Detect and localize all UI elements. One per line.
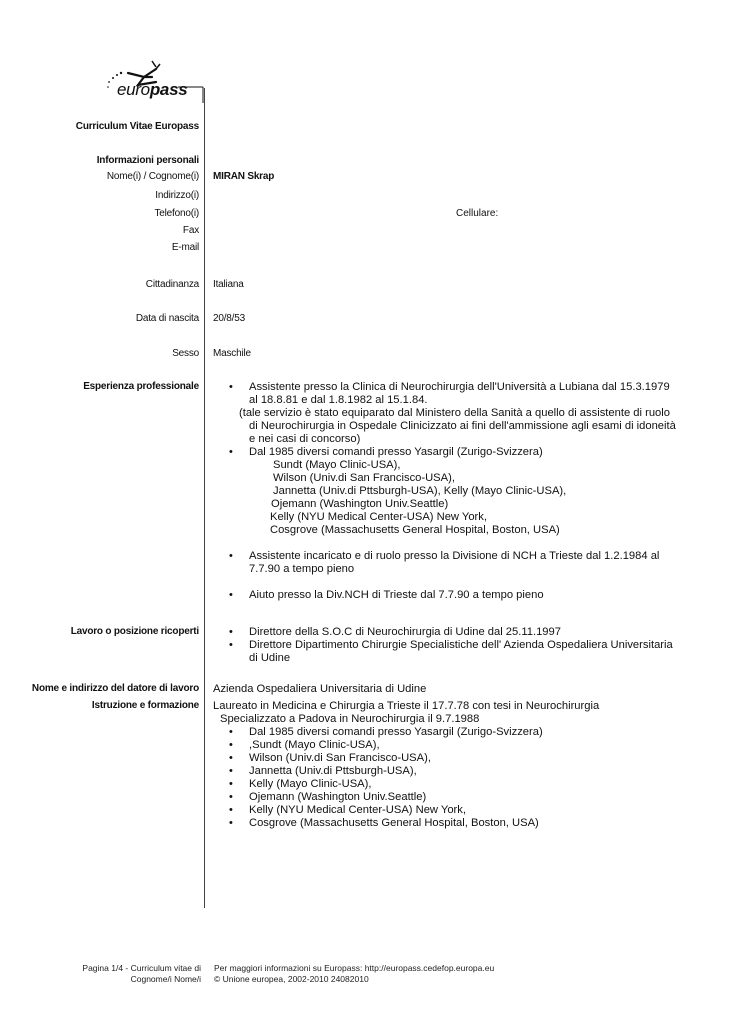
position-block xyxy=(229,626,673,665)
position-list xyxy=(229,626,673,665)
birth-label: Data di nascita xyxy=(135,313,199,324)
footer-left-line: Pagina 1/4 - Curriculum vitae di xyxy=(82,963,201,973)
europass-logo xyxy=(100,55,210,115)
experience-item-line: Ojemann (Washington Univ.Seattle) xyxy=(271,498,449,510)
birth-value: 20/8/53 xyxy=(213,313,245,324)
education-label: Istruzione e formazione xyxy=(91,700,199,711)
experience-item-line: Sundt (Mayo Clinic-USA), xyxy=(273,459,401,471)
experience-note xyxy=(229,407,676,446)
fax-label: Fax xyxy=(182,225,199,236)
experience-note-line: e nei casi di concorso) xyxy=(249,433,361,445)
mobile-label: Cellulare: xyxy=(456,208,499,219)
experience-item-line: • Dal 1985 diversi comandi presso Yasargil (Zurigo-Svizzera) xyxy=(249,446,543,458)
experience-note-line: di Neurochirurgia in Ospedale Clinicizzato ai fini dell'ammissione agli esami di idoneità xyxy=(249,420,676,432)
education-item: • Kelly (NYU Medical Center-USA) New York, xyxy=(229,804,599,817)
education-item: • Kelly (Mayo Clinic-USA), xyxy=(229,778,599,791)
experience-item-line: Cosgrove (Massachusetts General Hospital, Boston, USA) xyxy=(270,524,560,536)
footer-right xyxy=(214,963,494,985)
experience-item xyxy=(229,550,676,576)
experience-item-line: • Assistente incaricato e di ruolo presso la Divisione di NCH a Trieste dal 1.2.1984 al xyxy=(249,550,660,562)
experience-block xyxy=(229,381,676,602)
education-line: Specializzato a Padova in Neurochirurgia il 9.7.1988 xyxy=(220,713,480,725)
experience-item xyxy=(229,381,676,407)
experience-item xyxy=(229,446,676,537)
doc-title: Curriculum Vitae Europass xyxy=(75,121,199,132)
education-item: • Ojemann (Washington Univ.Seattle) xyxy=(229,791,599,804)
europass-logo-text: europass xyxy=(117,80,188,99)
experience-item: • Aiuto presso la Div.NCH di Trieste dal 7.7.90 a tempo pieno xyxy=(229,589,676,602)
education-block xyxy=(213,700,599,830)
experience-item-line: Wilson (Univ.di San Francisco-USA), xyxy=(273,472,455,484)
footer-left-line: Cognome/i Nome/i xyxy=(130,974,201,984)
footer-right-line: © Unione europea, 2002-2010 24082010 xyxy=(214,974,369,984)
experience-label: Esperienza professionale xyxy=(83,381,199,392)
experience-list xyxy=(229,381,676,407)
education-line: Laureato in Medicina e Chirurgia a Trieste il 17.7.78 con tesi in Neurochirurgia xyxy=(213,700,600,712)
email-label: E-mail xyxy=(171,242,199,253)
education-item: • ,Sundt (Mayo Clinic-USA), xyxy=(229,739,599,752)
experience-item-line: al 18.8.81 e dal 1.8.1982 al 15.1.84. xyxy=(249,394,428,406)
position-label: Lavoro o posizione ricoperti xyxy=(70,626,199,637)
education-item: • Dal 1985 diversi comandi presso Yasargil (Zurigo-Svizzera) xyxy=(229,726,599,739)
footer-right-line: Per maggiori informazioni su Europass: http://europass.cedefop.europa.eu xyxy=(214,963,495,973)
education-item: • Wilson (Univ.di San Francisco-USA), xyxy=(229,752,599,765)
education-item: • Cosgrove (Massachusetts General Hospital, Boston, USA) xyxy=(229,817,599,830)
position-item-line: di Udine xyxy=(249,652,291,664)
sex-label: Sesso xyxy=(172,348,199,359)
position-item xyxy=(229,639,673,665)
footer-left xyxy=(82,963,201,985)
employer-value: Azienda Ospedaliera Universitaria di Udine xyxy=(213,683,427,695)
experience-list xyxy=(229,446,676,602)
section-personal-info: Informazioni personali xyxy=(96,155,199,166)
citizenship-label: Cittadinanza xyxy=(145,279,199,290)
experience-item-line: Jannetta (Univ.di Pttsburgh-USA), Kelly (Mayo Clinic-USA), xyxy=(273,485,567,497)
sex-value: Maschile xyxy=(213,348,251,359)
name-label: Nome(i) / Cognome(i) xyxy=(106,171,199,182)
column-divider xyxy=(204,88,205,908)
citizenship-value: Italiana xyxy=(213,279,244,290)
experience-item-line: 7.7.90 a tempo pieno xyxy=(249,563,355,575)
position-item-line: • Direttore Dipartimento Chirurgie Specialistiche dell' Azienda Ospedaliera Universitaria xyxy=(249,639,673,651)
employer-label: Nome e indirizzo del datore di lavoro xyxy=(31,683,199,694)
phone-label: Telefono(i) xyxy=(154,208,199,219)
experience-item-line: • Assistente presso la Clinica di Neurochirurgia dell'Università a Lubiana dal 15.3.1979 xyxy=(249,381,670,393)
experience-item-line: Kelly (NYU Medical Center-USA) New York, xyxy=(270,511,487,523)
education-item: • Jannetta (Univ.di Pttsburgh-USA), xyxy=(229,765,599,778)
position-item: • Direttore della S.O.C di Neurochirurgia di Udine dal 25.11.1997 xyxy=(229,626,673,639)
address-label: Indirizzo(i) xyxy=(155,190,199,201)
education-list xyxy=(229,726,599,830)
experience-note-line: (tale servizio è stato equiparato dal Ministero della Sanità a quello di assistente di ruolo xyxy=(239,407,670,419)
name-value: MIRAN Skrap xyxy=(213,171,275,182)
